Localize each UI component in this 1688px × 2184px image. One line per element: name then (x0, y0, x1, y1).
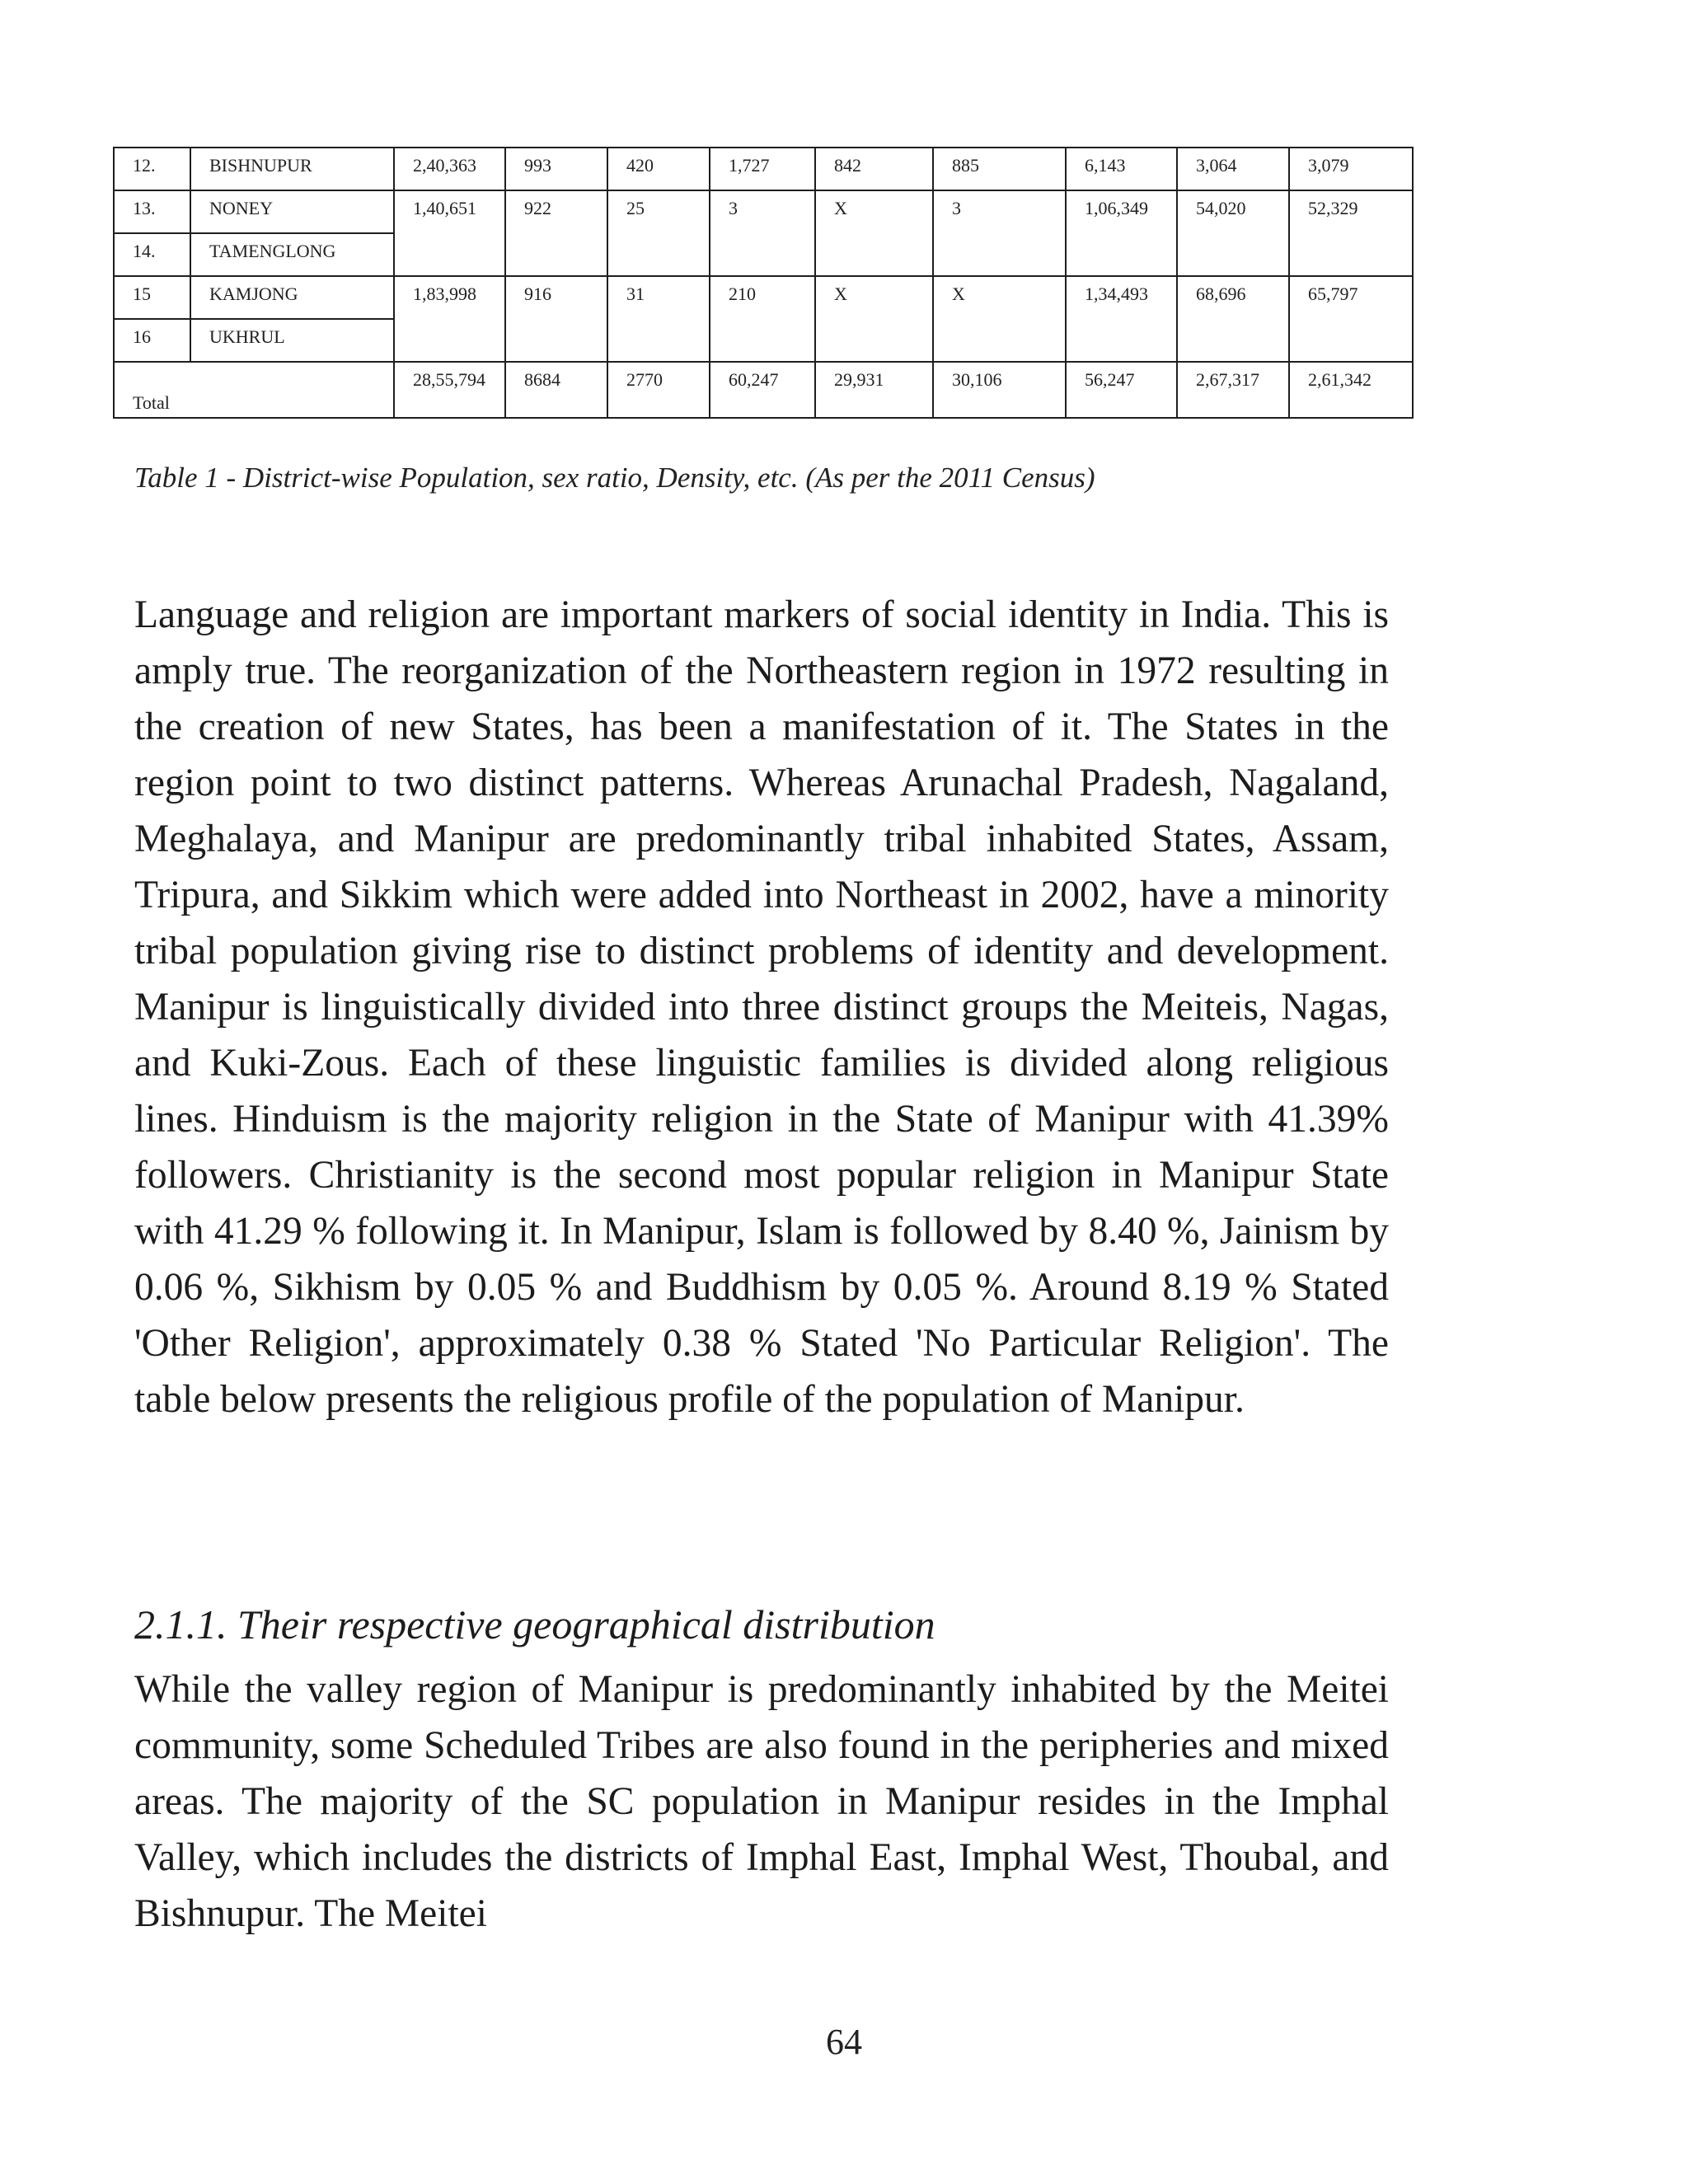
table-cell: X (815, 190, 933, 276)
table-cell: 25 (607, 190, 710, 276)
total-row (114, 362, 1413, 418)
table-row (114, 148, 1413, 190)
table-cell: 993 (505, 148, 607, 190)
table-cell: 1,40,651 (394, 190, 505, 276)
row-number: 12. (114, 148, 190, 190)
table-cell: 68,696 (1177, 276, 1289, 362)
row-number: 15 (114, 276, 190, 319)
table-cell: 65,797 (1289, 276, 1413, 362)
table-cell: 31 (607, 276, 710, 362)
table-cell: 1,83,998 (394, 276, 505, 362)
section-heading: 2.1.1. Their respective geographical distribution (134, 1601, 935, 1647)
table-cell: 2770 (607, 362, 710, 418)
table-cell: 3 (710, 190, 815, 276)
table-cell: 30,106 (933, 362, 1066, 418)
table-cell: 56,247 (1066, 362, 1177, 418)
body-paragraph: While the valley region of Manipur is predominantly inhabited by the Meitei community, some Scheduled Tribes are also found in the peripheries and mixed areas. The majority of the SC population in Manipur resides in the Imphal Valley, which includes the districts of Imphal East, Imphal West, Thoubal, and Bishnupur. The Meitei (134, 1668, 1389, 1935)
total-label: Total (114, 362, 394, 418)
table-cell: 1,06,349 (1066, 190, 1177, 276)
table-cell: 916 (505, 276, 607, 362)
table-cell: 1,34,493 (1066, 276, 1177, 362)
page-number: 64 (826, 2022, 862, 2062)
table-cell: 52,329 (1289, 190, 1413, 276)
table-cell: 885 (933, 148, 1066, 190)
table-cell: 922 (505, 190, 607, 276)
table-cell: 28,55,794 (394, 362, 505, 418)
table-cell: 29,931 (815, 362, 933, 418)
table-row (114, 276, 1413, 319)
district-name: BISHNUPUR (190, 148, 394, 190)
table-cell: 8684 (505, 362, 607, 418)
table-cell: 54,020 (1177, 190, 1289, 276)
body-paragraph: Language and religion are important markers of social identity in India. This is amply true. The reorganization of the Northeastern region in 1972 resulting in the creation of new States, has been a manifestation of it. The States in the region point to two distinct patterns. Whereas Arunachal Pradesh, Nagaland, Meghalaya, and Manipur are predominantly tribal inhabited States, Assam, Tripura, and Sikkim which were added into Northeast in 2002, have a minority tribal population giving rise to distinct problems of identity and development. Manipur is linguistically divided into three distinct groups the Meiteis, Nagas, and Kuki-Zous. Each of these linguistic families is divided along religious lines. Hinduism is the majority religion in the State of Manipur with 41.39% followers. Christianity is the second most popular religion in Manipur State with 41.29 % following it. In Manipur, Islam is followed by 8.40 %, Jainism by 0.06 %, Sikhism by 0.05 % and Buddhism by 0.05 %. Around 8.19 % Stated 'Other Religion', approximately 0.38 % Stated 'No Particular Religion'. The table below presents the religious profile of the population of Manipur. (134, 593, 1389, 1421)
table-cell: 420 (607, 148, 710, 190)
table-caption: Table 1 - District-wise Population, sex ratio, Density, etc. (As per the 2011 Census) (134, 462, 1095, 494)
table-row (114, 190, 1413, 233)
table-cell: 2,67,317 (1177, 362, 1289, 418)
table-cell: 6,143 (1066, 148, 1177, 190)
table-cell: 1,727 (710, 148, 815, 190)
table-cell: 842 (815, 148, 933, 190)
table-cell: 60,247 (710, 362, 815, 418)
row-number: 16 (114, 319, 190, 362)
district-name: KAMJONG (190, 276, 394, 319)
table-cell: X (933, 276, 1066, 362)
table-cell: X (815, 276, 933, 362)
district-name: NONEY (190, 190, 394, 233)
table-cell: 3,064 (1177, 148, 1289, 190)
district-population-table (113, 147, 1414, 419)
table-cell: 3,079 (1289, 148, 1413, 190)
district-name: UKHRUL (190, 319, 394, 362)
table-cell: 2,40,363 (394, 148, 505, 190)
row-number: 13. (114, 190, 190, 233)
row-number: 14. (114, 233, 190, 276)
table-cell: 210 (710, 276, 815, 362)
table-cell: 3 (933, 190, 1066, 276)
table-cell: 2,61,342 (1289, 362, 1413, 418)
district-name: TAMENGLONG (190, 233, 394, 276)
